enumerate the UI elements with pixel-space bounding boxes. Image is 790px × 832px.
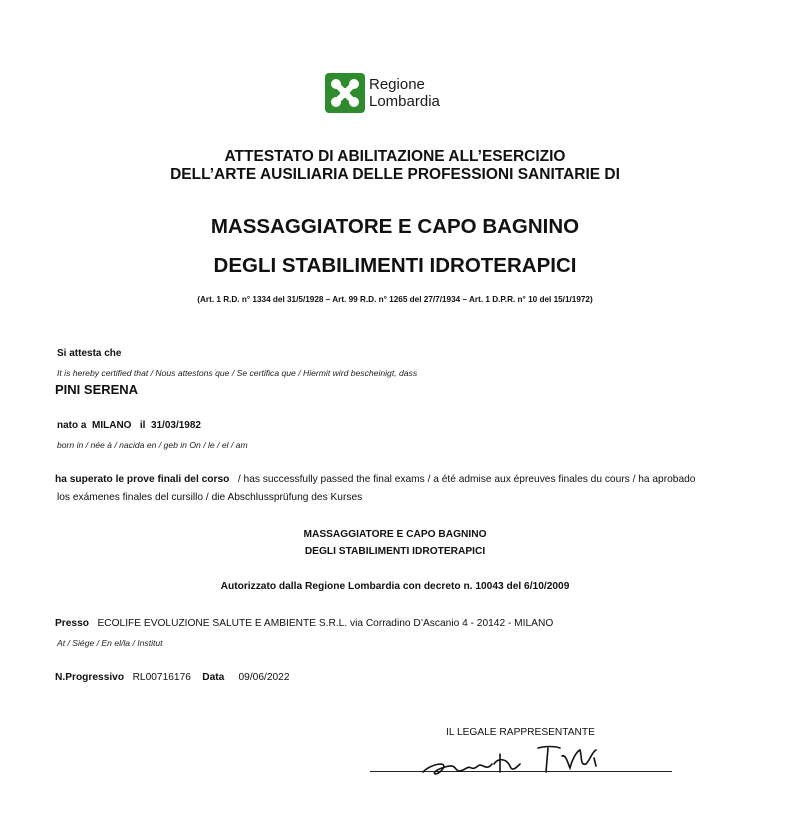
birth-line xyxy=(57,420,201,431)
profession-line2: DEGLI STABILIMENTI IDROTERAPICI xyxy=(213,254,577,277)
birth-place: MILANO xyxy=(92,420,132,431)
exam-translation-1: / has successfully passed the final exams / a été admise aux épreuves finales du cours / ha aprobado xyxy=(237,474,696,485)
institute-translation: At / Siége / En el/la / Institut xyxy=(57,638,163,648)
born-label: nato a xyxy=(57,420,87,431)
signature-image xyxy=(420,742,610,782)
attest-label: Si attesta che xyxy=(57,348,122,359)
logo-text xyxy=(369,76,440,110)
birth-date: 31/03/1982 xyxy=(150,420,201,431)
date-label: il xyxy=(139,420,146,431)
institute-value: ECOLIFE EVOLUZIONE SALUTE E AMBIENTE S.R.L. via Corradino D’Ascanio 4 - 20142 - MILANO xyxy=(97,618,554,629)
holder-name: PINI SERENA xyxy=(55,382,139,397)
exam-label: ha superato le prove finali del corso xyxy=(55,474,230,485)
course-line2: DEGLI STABILIMENTI IDROTERAPICI xyxy=(304,546,486,557)
institute-label: Presso xyxy=(55,618,89,629)
regione-lombardia-cross-icon xyxy=(325,73,365,113)
progressive-date-label: Data xyxy=(202,672,225,683)
title-line2: DELL’ARTE AUSILIARIA DELLE PROFESSIONI SANITARIE DI xyxy=(170,166,620,183)
exam-line1 xyxy=(55,474,745,485)
signature-label: IL LEGALE RAPPRESENTANTE xyxy=(446,727,595,738)
progressive-value: RL00716176 xyxy=(132,672,191,683)
birth-translation: born in / née à / nacida en / geb in On / le / el / am xyxy=(57,440,248,450)
logo-line2: Lombardia xyxy=(369,93,440,110)
progressive-date-value: 09/06/2022 xyxy=(238,672,290,683)
authorization: Autorizzato dalla Regione Lombardia con decreto n. 10043 del 6/10/2009 xyxy=(220,581,570,592)
attest-translation: It is hereby certified that / Nous attestons que / Se certifica que / Hiermit wird bescheinigt, dass xyxy=(57,368,418,378)
progressive-label: N.Progressivo xyxy=(55,672,125,683)
profession-line1: MASSAGGIATORE E CAPO BAGNINO xyxy=(210,215,580,238)
course-line1: MASSAGGIATORE E CAPO BAGNINO xyxy=(303,529,487,540)
legal-references: (Art. 1 R.D. n° 1334 del 31/5/1928 – Art. 99 R.D. n° 1265 del 27/7/1934 – Art. 1 D.P.R. n° 10 del 15/1/1972) xyxy=(197,295,593,304)
exam-translation-2: los exámenes finales del cursillo / die Abschlussprüfung des Kurses xyxy=(57,492,363,503)
logo-line1: Regione xyxy=(369,76,425,93)
progressive-line xyxy=(55,672,290,683)
title-line1: ATTESTATO DI ABILITAZIONE ALL’ESERCIZIO xyxy=(224,148,566,165)
institute-line xyxy=(55,618,553,629)
